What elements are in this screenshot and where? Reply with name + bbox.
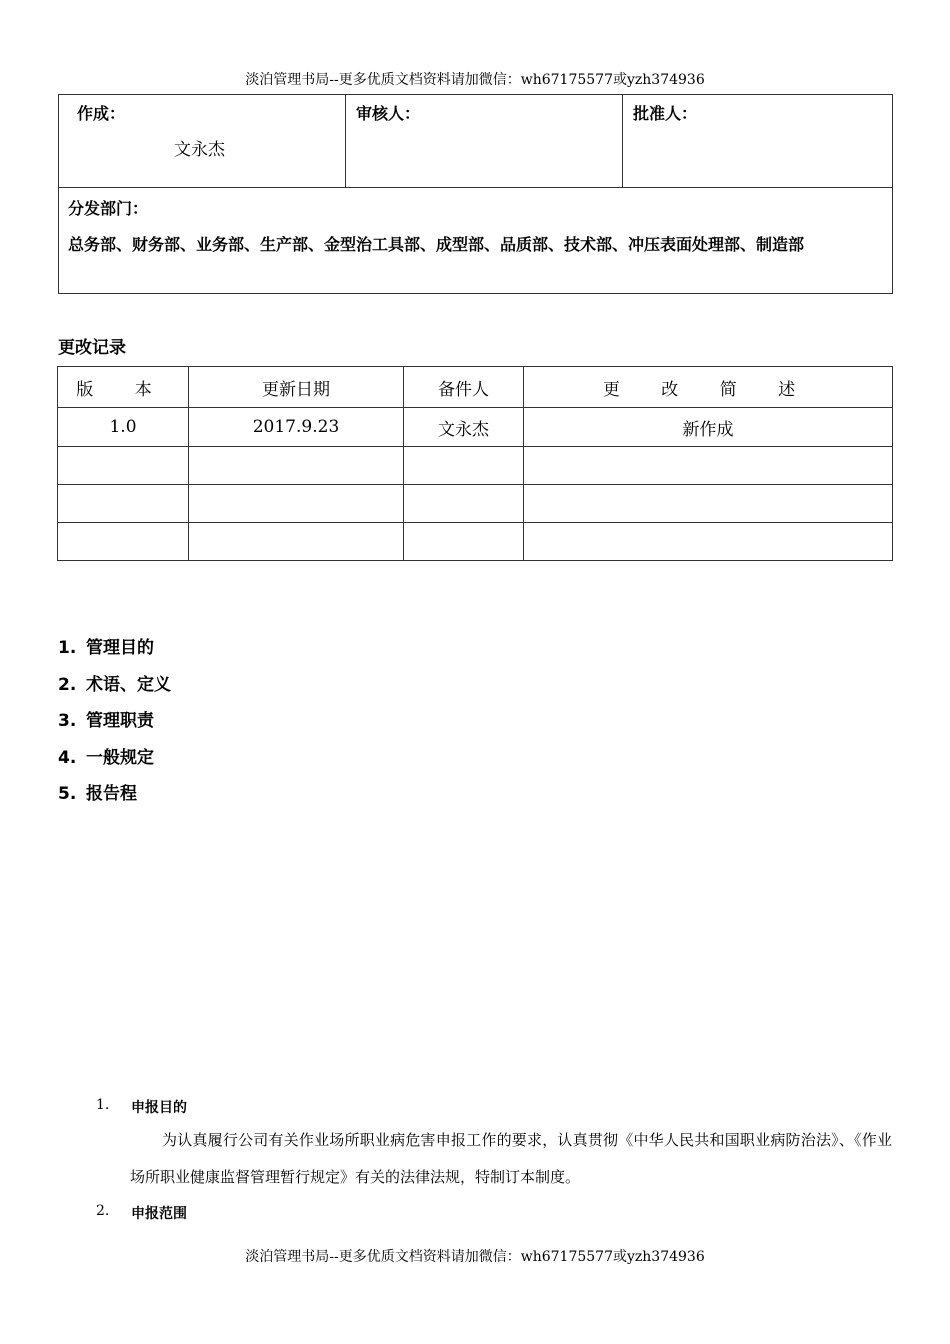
- signature-table: [58, 94, 893, 294]
- toc-number: 3.: [58, 711, 77, 731]
- change-log-table: [57, 366, 893, 561]
- change-log-title: 更改记录: [58, 338, 126, 358]
- cell-version: [58, 485, 189, 523]
- toc-number: 5.: [58, 784, 77, 804]
- toc-item: [58, 776, 171, 813]
- table-row: [58, 523, 893, 561]
- cell-date: 2017.9.23: [189, 408, 404, 447]
- distribution-block: [68, 191, 888, 263]
- toc-item: [58, 667, 171, 704]
- cell-date: [189, 485, 404, 523]
- toc-number: 4.: [58, 747, 77, 768]
- toc-label: 一般规定: [86, 747, 154, 768]
- section-heading: [0, 1203, 950, 1223]
- table-header-row: [58, 367, 893, 408]
- table-row: [58, 485, 893, 523]
- section-heading: [0, 1097, 950, 1117]
- cell-summary: [524, 523, 893, 561]
- toc-item: [58, 703, 171, 740]
- cell-person: [404, 523, 524, 561]
- page-header-note: 淡泊管理书局--更多优质文档资料请加微信：wh67175577或yzh374936: [245, 72, 705, 88]
- section-title: 申报目的: [131, 1100, 187, 1116]
- distribution-label: 分发部门：: [68, 199, 149, 218]
- cell-summary: [524, 447, 893, 485]
- table-row: [58, 447, 893, 485]
- reviewer-label: 审核人：: [356, 104, 421, 123]
- author-name: 文永杰: [174, 140, 225, 160]
- approver-cell: [623, 95, 894, 187]
- table-of-contents: [58, 630, 171, 813]
- section-number: 1.: [96, 1097, 110, 1113]
- cell-version: [58, 523, 189, 561]
- section-title: 申报范围: [131, 1206, 187, 1222]
- toc-number: 2.: [58, 674, 77, 695]
- cell-version: [58, 447, 189, 485]
- page-footer-note: 淡泊管理书局--更多优质文档资料请加微信：wh67175577或yzh374936: [245, 1249, 705, 1265]
- cell-person: 文永杰: [404, 408, 524, 447]
- toc-item: [58, 740, 171, 777]
- cell-version: 1.0: [58, 408, 189, 447]
- toc-label: 术语、定义: [86, 674, 171, 695]
- author-label: 作成：: [77, 104, 126, 123]
- distribution-departments: 总务部、财务部、业务部、生产部、金型治工具部、成型部、品质部、技术部、冲压表面处理部、制造部: [68, 235, 805, 254]
- approver-label: 批准人：: [633, 104, 698, 123]
- cell-summary: 新作成: [524, 408, 893, 447]
- header-version: 版 本: [58, 367, 189, 408]
- cell-date: [189, 523, 404, 561]
- header-person: 备件人: [404, 367, 524, 408]
- toc-label: 管理职责: [86, 711, 154, 731]
- toc-label: 管理目的: [86, 638, 154, 658]
- toc-number: 1.: [58, 638, 77, 658]
- table-row: [58, 408, 893, 447]
- cell-date: [189, 447, 404, 485]
- cell-person: [404, 447, 524, 485]
- header-date: 更新日期: [189, 367, 404, 408]
- section-body: 为认真履行公司有关作业场所职业病危害申报工作的要求，认真贯彻《中华人民共和国职业病防治法》、《作业场所职业健康监督管理暂行规定》有关的法律法规，特制订本制度。: [130, 1131, 892, 1186]
- header-summary: 更 改 简 述: [524, 367, 893, 408]
- author-cell: [59, 95, 346, 187]
- cell-person: [404, 485, 524, 523]
- toc-item: [58, 630, 171, 667]
- toc-label: 报告程: [86, 784, 137, 804]
- cell-summary: [524, 485, 893, 523]
- reviewer-cell: [346, 95, 623, 187]
- signature-row: [59, 95, 892, 188]
- section-number: 2.: [96, 1203, 110, 1219]
